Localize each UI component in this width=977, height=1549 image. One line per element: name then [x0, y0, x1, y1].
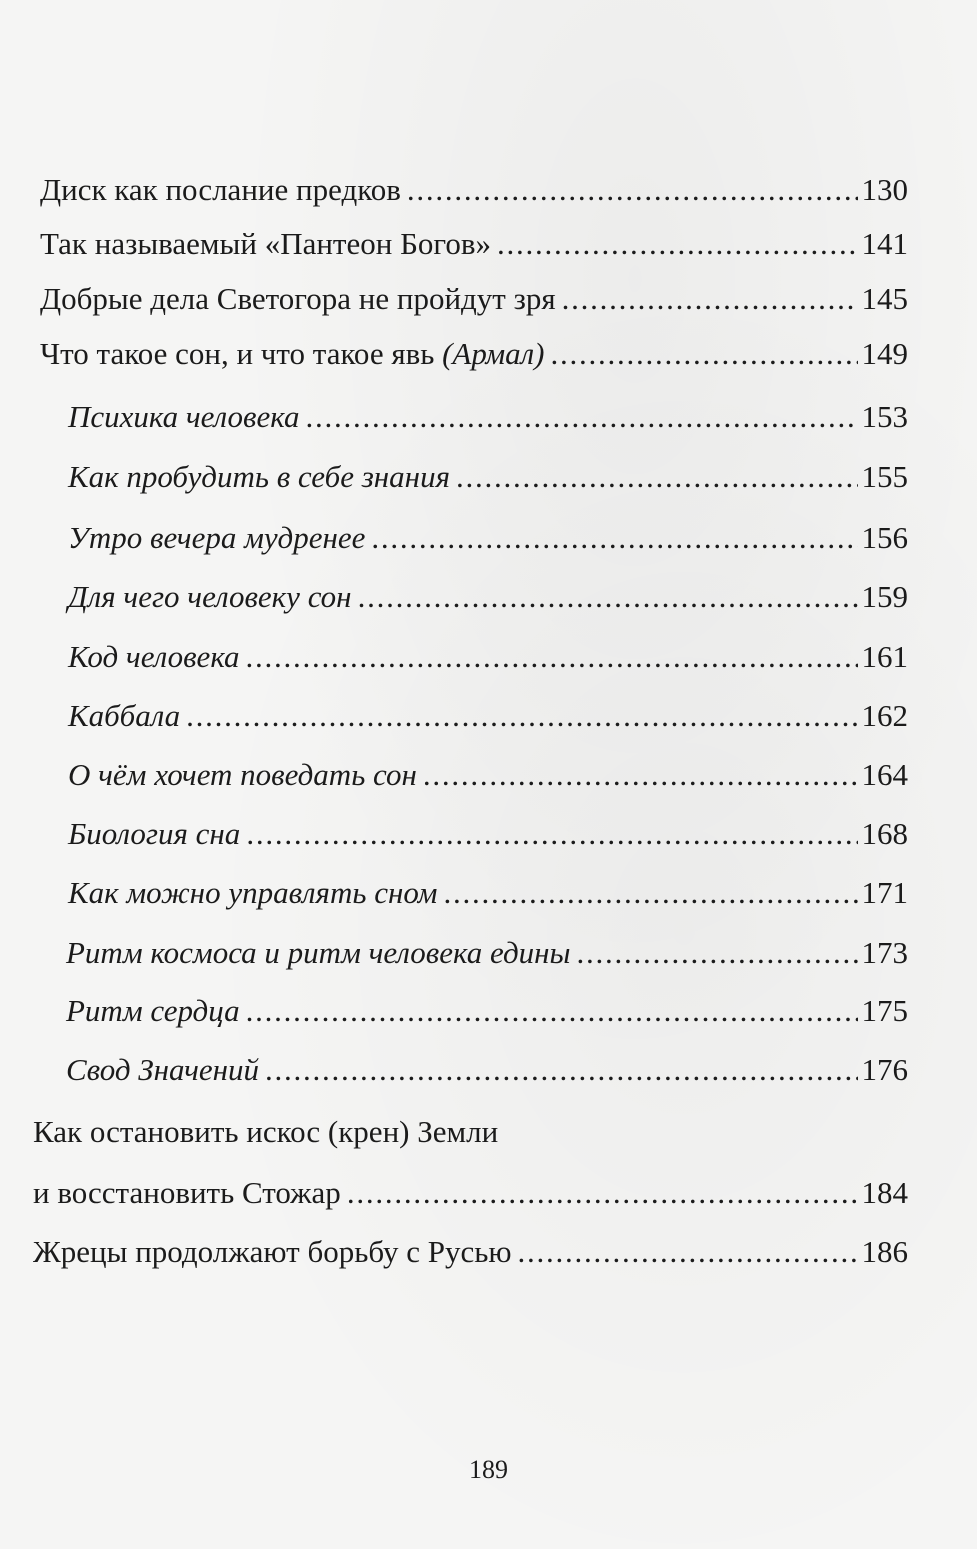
toc-entry-page: 171 — [861, 875, 908, 910]
toc-leader-dots — [186, 696, 857, 736]
toc-subentry — [66, 985, 908, 1031]
toc-entry-page: 161 — [861, 639, 908, 674]
toc-subentry — [68, 690, 908, 736]
toc-leader-dots — [518, 1232, 858, 1272]
toc-entry-title: Жрецы продолжают борьбу с Русью — [33, 1234, 512, 1269]
toc-entry-title: Как можно управлять сном — [68, 875, 438, 910]
toc-entry-page: 175 — [861, 993, 908, 1028]
toc-entry-page: 184 — [861, 1175, 908, 1210]
toc-entry-title: Биология сна — [68, 816, 241, 851]
toc-entry-page: 130 — [861, 172, 908, 207]
toc-subentry — [68, 571, 908, 617]
toc-leader-dots — [497, 224, 858, 264]
toc-entry-title: Утро вечера мудренее — [68, 520, 366, 555]
toc-entry-page: 168 — [861, 816, 908, 851]
toc-leader-dots — [265, 1050, 858, 1090]
toc-leader-dots — [371, 518, 857, 558]
toc-entry — [33, 1167, 908, 1213]
toc-entry-title: Каббала — [68, 698, 181, 733]
toc-leader-dots — [246, 991, 858, 1031]
toc-subentry — [68, 631, 908, 677]
toc-leader-dots — [358, 577, 858, 617]
toc-subentry — [68, 451, 908, 497]
toc-leader-dots — [443, 873, 857, 913]
toc-entry-page: 159 — [861, 579, 908, 614]
toc-leader-dots — [456, 457, 858, 497]
toc-entry-page: 149 — [861, 336, 908, 371]
toc-leader-dots — [306, 397, 858, 437]
toc-subentry — [66, 1044, 908, 1090]
toc-entry-title: Для чего человеку сон — [68, 579, 352, 614]
toc-entry-page: 164 — [861, 757, 908, 792]
toc-entry-title — [40, 334, 544, 374]
toc-subentry — [68, 808, 908, 854]
toc-entry-title: Добрые дела Светогора не пройдут зря — [40, 281, 556, 316]
toc-leader-dots — [550, 334, 857, 374]
toc-entry-page: 156 — [861, 520, 908, 555]
toc-leader-dots — [407, 170, 858, 210]
toc-subentry — [68, 749, 908, 795]
toc-entry-title: О чём хочет поведать сон — [68, 757, 417, 792]
toc-leader-dots — [423, 755, 858, 795]
toc-entry — [33, 1106, 908, 1152]
toc-subentry — [66, 927, 908, 973]
toc-leader-dots — [562, 279, 858, 319]
toc-leader-dots — [246, 637, 858, 677]
toc-entry-title: Как пробудить в себе знания — [68, 459, 450, 494]
toc-entry-title: Код человека — [68, 639, 240, 674]
toc-subentry — [68, 512, 908, 558]
toc-entry-title: Ритм сердца — [66, 993, 240, 1028]
toc-entry — [40, 273, 908, 319]
toc-entry-page: 153 — [861, 399, 908, 434]
toc-entry-page: 155 — [861, 459, 908, 494]
toc-entry — [40, 328, 908, 374]
page-number: 189 — [469, 1455, 508, 1484]
toc-entry-title: Ритм космоса и ритм человека едины — [66, 935, 571, 970]
toc-entry — [40, 218, 908, 264]
toc-entry-title: и восстановить Стожар — [33, 1175, 341, 1210]
toc-entry-title: Как остановить искос (крен) Земли — [33, 1114, 499, 1149]
toc-entry-page: 173 — [861, 935, 908, 970]
toc-entry-page: 186 — [861, 1234, 908, 1269]
toc-entry-page: 141 — [861, 226, 908, 261]
toc-entry-title: Диск как послание предков — [40, 172, 401, 207]
toc-leader-dots — [347, 1173, 858, 1213]
toc-subentry — [68, 391, 908, 437]
toc-entry-title: Так называемый «Пантеон Богов» — [40, 226, 491, 261]
toc-entry-title: Свод Значений — [66, 1052, 259, 1087]
toc-entry-page: 162 — [861, 698, 908, 733]
toc-entry-title: Психика человека — [68, 399, 300, 434]
toc-entry-title-text: Что такое сон, и что такое явь — [40, 336, 435, 371]
toc-entry-page: 176 — [861, 1052, 908, 1087]
toc-entry — [33, 1226, 908, 1272]
toc-subentry — [68, 867, 908, 913]
toc-leader-dots — [246, 814, 857, 854]
toc-entry — [40, 164, 908, 210]
toc-leader-dots — [577, 933, 858, 973]
toc-entry-author-note: (Армал) — [442, 336, 545, 371]
toc-entry-page: 145 — [861, 281, 908, 316]
